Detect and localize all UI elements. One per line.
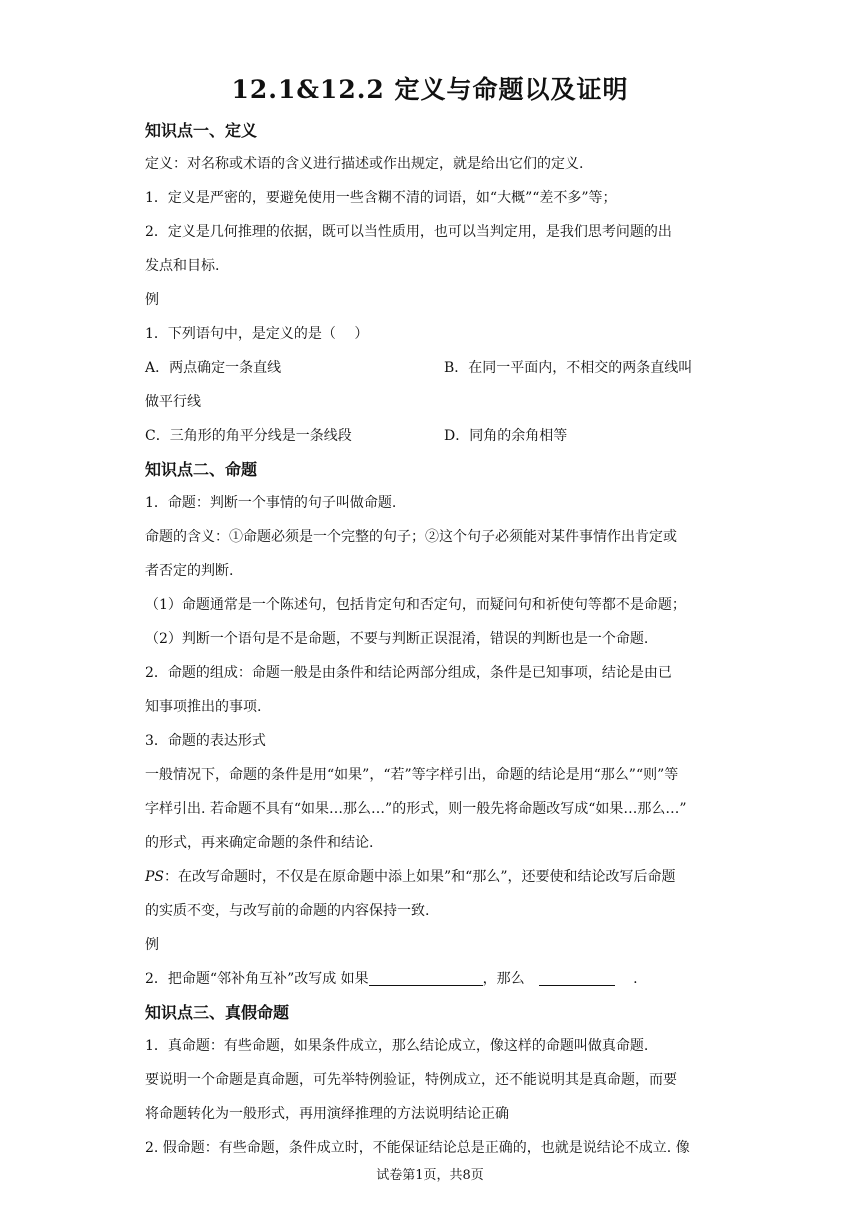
question-2-text-a: 2．把命题“邻补角互补”改写成 如果 (145, 971, 369, 987)
proposition-line-9: 一般情况下，命题的条件是用“如果”，“若”等字样引出，命题的结论是用“那么”“则”等 (145, 767, 679, 783)
option-a: A．两点确定一条直线 (145, 360, 282, 376)
example-label-2: 例 (145, 937, 159, 953)
true-false-line-3: 将命题转化为一般形式，再用演绎推理的方法说明结论正确 (145, 1106, 509, 1122)
ps-label: PS (145, 869, 165, 885)
proposition-line-1: 1．命题：判断一个事情的句子叫做命题. (145, 495, 397, 511)
blank-condition[interactable] (369, 970, 483, 986)
question-2-text-c: . (614, 971, 638, 987)
proposition-line-5: （2）判断一个语句是不是命题，不要与判断正误混淆，错误的判断也是一个命题. (145, 631, 649, 647)
page-title: 12.1&12.2 定义与命题以及证明 (231, 75, 629, 104)
ps-text: ：在改写命题时，不仅是在原命题中添上如果”和“那么”，还要使和结论改写后命题 (164, 869, 676, 885)
option-b-line1: B．在同一平面内，不相交的两条直线叫 (444, 360, 693, 376)
option-c: C．三角形的角平分线是一条线段 (145, 428, 352, 444)
proposition-line-4: （1）命题通常是一个陈述句，包括肯定句和否定句，而疑问句和祈使句等都不是命题； (145, 597, 686, 613)
proposition-line-7: 知事项推出的事项. (145, 699, 262, 715)
question-2-text-b: ，那么 (482, 971, 539, 987)
proposition-line-11: 的形式，再来确定命题的条件和结论. (145, 835, 374, 851)
option-b-line2: 做平行线 (145, 394, 201, 410)
proposition-line-10: 字样引出. 若命题不具有“如果…那么…”的形式，则一般先将命题改写成“如果…那么…” (145, 801, 687, 817)
proposition-line-8: 3．命题的表达形式 (145, 733, 266, 749)
true-false-line-4: 2. 假命题：有些命题，条件成立时，不能保证结论总是正确的，也就是说结论不成立. 像 (145, 1140, 690, 1156)
section1-heading: 知识点一、定义 (145, 121, 258, 140)
question-1: 1．下列语句中，是定义的是（ ） (145, 326, 369, 342)
example-label-1: 例 (145, 292, 159, 308)
question-2 (145, 968, 638, 988)
page-footer: 试卷第1页，共8页 (376, 1168, 484, 1183)
blank-conclusion[interactable] (539, 970, 615, 986)
true-false-line-1: 1．真命题：有些命题，如果条件成立，那么结论成立，像这样的命题叫做真命题. (145, 1038, 649, 1054)
proposition-line-2: 命题的含义：①命题必须是一个完整的句子；②这个句子必须能对某件事情作出肯定或 (145, 529, 677, 545)
ps-note (145, 866, 676, 886)
proposition-line-6: 2．命题的组成：命题一般是由条件和结论两部分组成，条件是已知事项，结论是由已 (145, 665, 672, 681)
definition-item-2-line1: 2．定义是几何推理的依据，既可以当性质用，也可以当判定用，是我们思考问题的出 (145, 224, 672, 240)
definition-item-2-line2: 发点和目标. (145, 258, 220, 274)
definition-text: 定义：对名称或术语的含义进行描述或作出规定，就是给出它们的定义. (145, 156, 584, 172)
definition-item-1: 1．定义是严密的，要避免使用一些含糊不清的词语，如“大概”“差不多”等； (145, 190, 617, 206)
section2-heading: 知识点二、命题 (145, 460, 258, 479)
true-false-line-2: 要说明一个命题是真命题，可先举特例验证，特例成立，还不能说明其是真命题，而要 (145, 1072, 677, 1088)
option-d: D．同角的余角相等 (444, 428, 568, 444)
section3-heading: 知识点三、真假命题 (145, 1003, 290, 1022)
proposition-line-3: 者否定的判断. (145, 563, 234, 579)
proposition-line-13: 的实质不变，与改写前的命题的内容保持一致. (145, 903, 430, 919)
